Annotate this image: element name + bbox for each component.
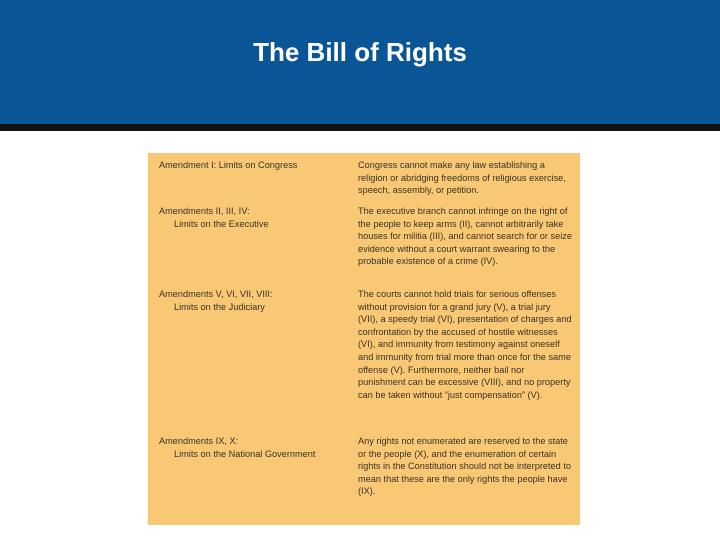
amendment-label-line1: Amendments V, VI, VII, VIII: [159,289,273,299]
amendment-label [159,435,349,460]
amendment-label [159,205,349,230]
amendment-label [159,159,349,172]
amendment-label-line1: Amendments IX, X: [159,436,239,446]
amendment-label-line1: Amendment I: Limits on Congress [159,160,298,170]
amendment-description: Any rights not enumerated are reserved to the state or the people (X), and the enumeration of certain rights in the Constitution should not be interpreted to mean that these are the only rights the people have (IX). [358,436,571,497]
amendment-label-line2: Limits on the Judiciary [174,301,265,312]
amendment-label-line2: Limits on the National Government [174,448,316,459]
amendment-label-line2: Limits on the Executive [174,218,269,229]
amendment-label-line1: Amendments II, III, IV: [159,206,250,216]
header-divider [0,124,720,131]
amendment-description: The executive branch cannot infringe on the right of the people to keep arms (II), cannot arbitrarily take houses for militia (III), and cannot search for or seize evidence without a court warrant swearing to the probable existence of a crime (IV). [358,206,572,267]
slide-title: The Bill of Rights [253,37,467,67]
bill-of-rights-table [148,153,580,525]
amendment-description: Congress cannot make any law establishing a religion or abridging freedoms of religious exercise, speech, assembly, or petition. [358,160,566,196]
amendment-label [159,288,349,313]
amendment-description: The courts cannot hold trials for serious offenses without provision for a grand jury (V), a trial jury (VII), a speedy trial (VI), presentation of charges and confrontation by the accused of hostile witnesses (VI), and immunity from testimony against oneself and immunity from trial more than once for the same offense (V). Furthermore, neither bail nor punishment can be excessive (VIII), and no property can be taken without “just compensation” (V). [358,289,572,400]
